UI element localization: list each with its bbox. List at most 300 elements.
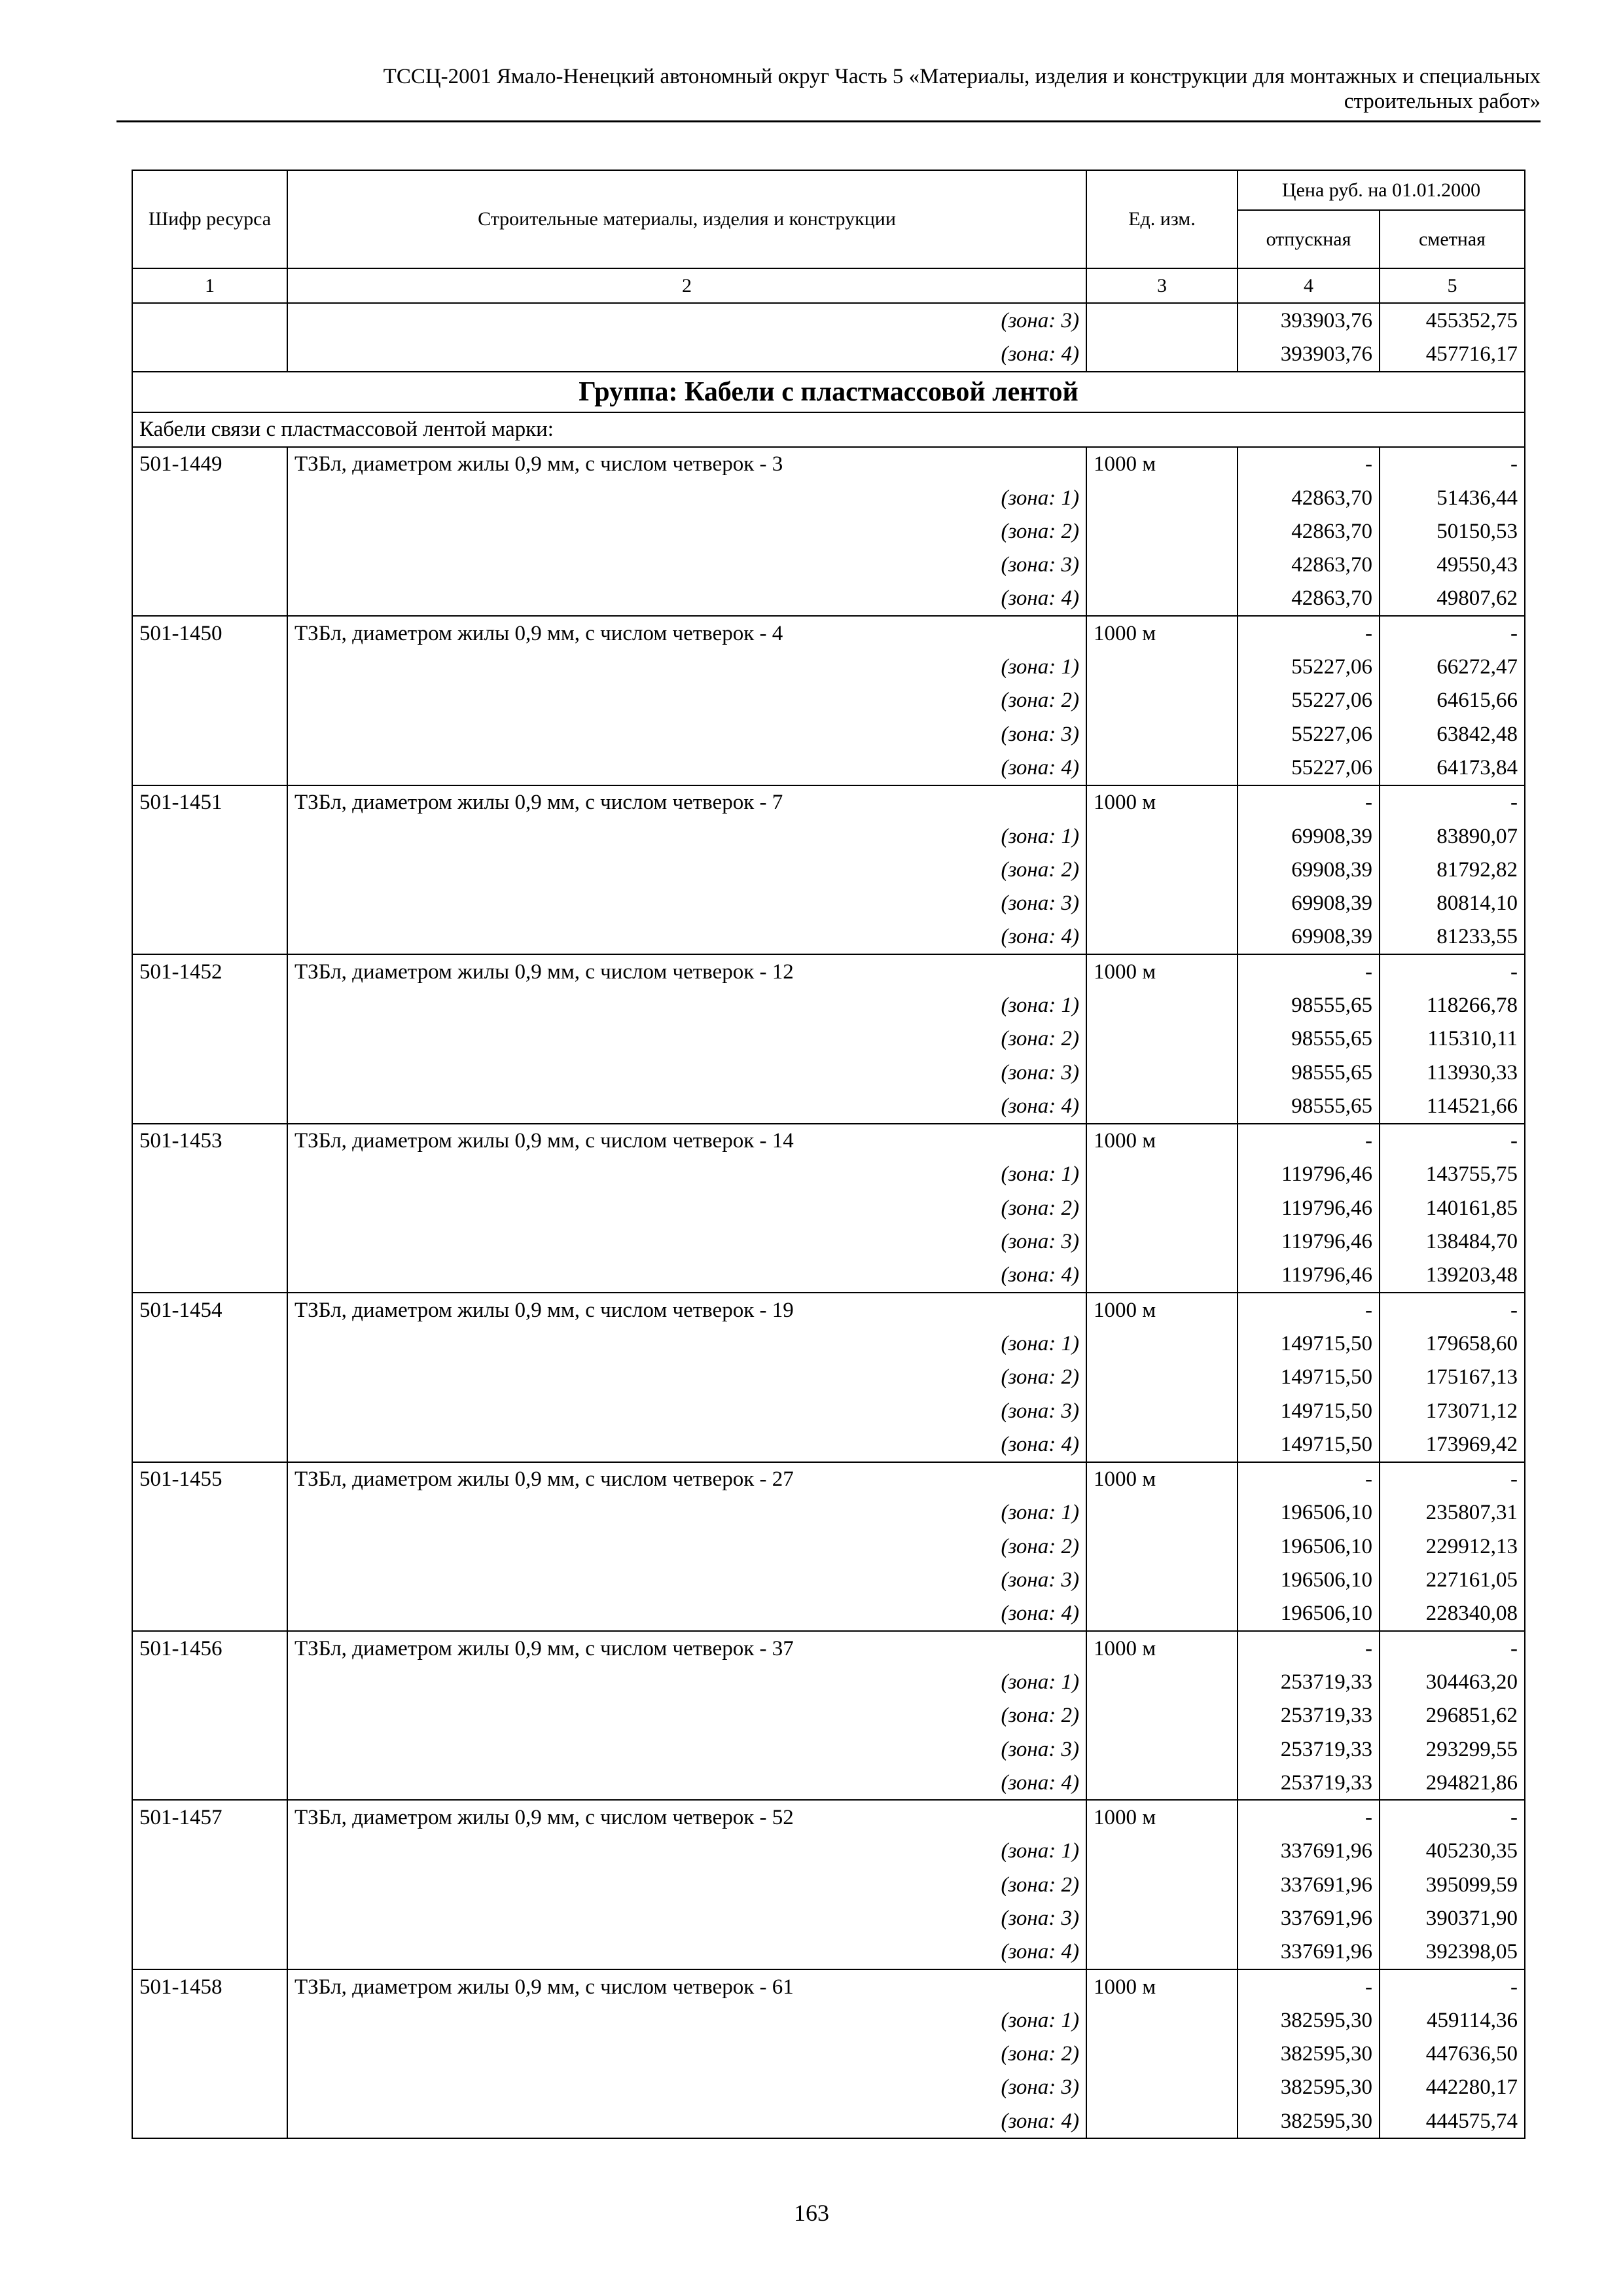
- release-price: 42863,70: [1238, 514, 1380, 548]
- estimate-price: 81233,55: [1380, 920, 1525, 954]
- zone-row: [132, 1394, 1525, 1427]
- estimate-price: 63842,48: [1380, 717, 1525, 751]
- zone-label: (зона: 2): [287, 1022, 1086, 1056]
- unit-cell: [1086, 1225, 1238, 1258]
- unit-cell: [1086, 1056, 1238, 1089]
- release-price: 337691,96: [1238, 1901, 1380, 1935]
- zone-label: (зона: 3): [287, 1732, 1086, 1766]
- zone-label: (зона: 4): [287, 1597, 1086, 1631]
- estimate-price: -: [1380, 616, 1525, 650]
- page-header: [116, 64, 1541, 114]
- column-number: 2: [287, 268, 1086, 303]
- resource-row: [132, 616, 1525, 650]
- zone-row: [132, 1089, 1525, 1123]
- resource-unit: 1000 м: [1086, 954, 1238, 988]
- resource-code: 501-1451: [132, 785, 287, 819]
- unit-cell: [1086, 2104, 1238, 2138]
- unit-cell: [1086, 481, 1238, 514]
- estimate-price: 114521,66: [1380, 1089, 1525, 1123]
- estimate-price: 140161,85: [1380, 1191, 1525, 1225]
- estimate-price: 228340,08: [1380, 1597, 1525, 1631]
- estimate-price: 173969,42: [1380, 1427, 1525, 1462]
- resource-row: [132, 1800, 1525, 1834]
- resource-name: ТЗБл, диаметром жилы 0,9 мм, с числом четверок - 7: [287, 785, 1086, 819]
- unit-cell: [1086, 1868, 1238, 1901]
- zone-row: [132, 1732, 1525, 1766]
- resource-name: ТЗБл, диаметром жилы 0,9 мм, с числом четверок - 61: [287, 1969, 1086, 2003]
- zone-label: (зона: 3): [287, 1563, 1086, 1596]
- zone-label: (зона: 3): [287, 303, 1086, 337]
- code-cell: [132, 514, 287, 548]
- resource-code: 501-1450: [132, 616, 287, 650]
- resource-row: [132, 1124, 1525, 1158]
- zone-row: [132, 1327, 1525, 1360]
- estimate-price: 390371,90: [1380, 1901, 1525, 1935]
- zone-label: (зона: 4): [287, 1427, 1086, 1462]
- release-price: 253719,33: [1238, 1665, 1380, 1698]
- zone-row: [132, 650, 1525, 683]
- estimate-price: 115310,11: [1380, 1022, 1525, 1056]
- release-price: 253719,33: [1238, 1699, 1380, 1732]
- resource-name: ТЗБл, диаметром жилы 0,9 мм, с числом четверок - 4: [287, 616, 1086, 650]
- zone-row: [132, 1530, 1525, 1563]
- code-cell: [132, 1935, 287, 1969]
- unit-cell: [1086, 1766, 1238, 1800]
- code-cell: [132, 1530, 287, 1563]
- release-price: 42863,70: [1238, 548, 1380, 581]
- zone-row: [132, 1597, 1525, 1631]
- release-price: 149715,50: [1238, 1427, 1380, 1462]
- release-price: -: [1238, 1800, 1380, 1834]
- zone-label: (зона: 1): [287, 819, 1086, 853]
- resource-row: [132, 1293, 1525, 1327]
- estimate-price: -: [1380, 785, 1525, 819]
- release-price: 69908,39: [1238, 920, 1380, 954]
- zone-row: [132, 1563, 1525, 1596]
- release-price: 55227,06: [1238, 717, 1380, 751]
- release-price: 382595,30: [1238, 2003, 1380, 2037]
- resource-row: [132, 1969, 1525, 2003]
- header-price: Цена руб. на 01.01.2000: [1238, 170, 1525, 210]
- unit-cell: [1086, 988, 1238, 1022]
- estimate-price: 444575,74: [1380, 2104, 1525, 2138]
- estimate-price: -: [1380, 1800, 1525, 1834]
- zone-row: [132, 1766, 1525, 1800]
- zone-label: (зона: 1): [287, 481, 1086, 514]
- unit-cell: [1086, 1427, 1238, 1462]
- zone-label: (зона: 1): [287, 650, 1086, 683]
- zone-row: [132, 1056, 1525, 1089]
- code-cell: [132, 1022, 287, 1056]
- unit-cell: [1086, 1935, 1238, 1969]
- release-price: -: [1238, 785, 1380, 819]
- estimate-price: 293299,55: [1380, 1732, 1525, 1766]
- release-price: 393903,76: [1238, 337, 1380, 371]
- estimate-price: 64173,84: [1380, 751, 1525, 785]
- estimate-price: 50150,53: [1380, 514, 1525, 548]
- resource-unit: 1000 м: [1086, 785, 1238, 819]
- resource-unit: 1000 м: [1086, 1293, 1238, 1327]
- zone-label: (зона: 1): [287, 1835, 1086, 1868]
- release-price: 149715,50: [1238, 1361, 1380, 1394]
- zone-label: (зона: 2): [287, 1530, 1086, 1563]
- unit-cell: [1086, 2003, 1238, 2037]
- release-price: -: [1238, 1631, 1380, 1665]
- code-cell: [132, 1361, 287, 1394]
- zone-row: [132, 337, 1525, 371]
- estimate-price: 80814,10: [1380, 886, 1525, 920]
- zone-label: (зона: 4): [287, 1766, 1086, 1800]
- unit-cell: [1086, 337, 1238, 371]
- estimate-price: -: [1380, 1124, 1525, 1158]
- header-line-1: ТССЦ-2001 Ямало-Ненецкий автономный округ Часть 5 «Материалы, изделия и конструкции для монтажных и специальных: [383, 65, 1541, 88]
- unit-cell: [1086, 1901, 1238, 1935]
- code-cell: [132, 1394, 287, 1427]
- release-price: 253719,33: [1238, 1766, 1380, 1800]
- resource-code: 501-1453: [132, 1124, 287, 1158]
- estimate-price: 442280,17: [1380, 2071, 1525, 2104]
- group-title: Группа: Кабели с пластмассовой лентой: [132, 372, 1525, 412]
- zone-label: (зона: 4): [287, 1935, 1086, 1969]
- resource-name: ТЗБл, диаметром жилы 0,9 мм, с числом четверок - 37: [287, 1631, 1086, 1665]
- estimate-price: 175167,13: [1380, 1361, 1525, 1394]
- estimate-price: 457716,17: [1380, 337, 1525, 371]
- zone-label: (зона: 4): [287, 920, 1086, 954]
- release-price: -: [1238, 1124, 1380, 1158]
- unit-cell: [1086, 751, 1238, 785]
- zone-label: (зона: 4): [287, 1089, 1086, 1123]
- release-price: 119796,46: [1238, 1225, 1380, 1258]
- release-price: 119796,46: [1238, 1158, 1380, 1191]
- code-cell: [132, 1766, 287, 1800]
- resource-row: [132, 785, 1525, 819]
- release-price: 69908,39: [1238, 819, 1380, 853]
- unit-cell: [1086, 684, 1238, 717]
- zone-row: [132, 548, 1525, 581]
- estimate-price: 459114,36: [1380, 2003, 1525, 2037]
- zone-row: [132, 1191, 1525, 1225]
- estimate-price: 455352,75: [1380, 303, 1525, 337]
- zone-label: (зона: 2): [287, 1361, 1086, 1394]
- column-number: 4: [1238, 268, 1380, 303]
- resource-code: 501-1457: [132, 1800, 287, 1834]
- code-cell: [132, 988, 287, 1022]
- unit-cell: [1086, 1158, 1238, 1191]
- release-price: -: [1238, 1462, 1380, 1496]
- release-price: -: [1238, 1969, 1380, 2003]
- unit-cell: [1086, 514, 1238, 548]
- zone-label: (зона: 1): [287, 988, 1086, 1022]
- zone-row: [132, 1699, 1525, 1732]
- estimate-price: 66272,47: [1380, 650, 1525, 683]
- zone-row: [132, 582, 1525, 616]
- code-cell: [132, 1259, 287, 1293]
- unit-cell: [1086, 1699, 1238, 1732]
- code-cell: [132, 1597, 287, 1631]
- unit-cell: [1086, 920, 1238, 954]
- code-cell: [132, 2104, 287, 2138]
- release-price: 149715,50: [1238, 1327, 1380, 1360]
- unit-cell: [1086, 1191, 1238, 1225]
- header-estimate: сметная: [1380, 210, 1525, 268]
- unit-cell: [1086, 1361, 1238, 1394]
- code-cell: [132, 1732, 287, 1766]
- resource-name: ТЗБл, диаметром жилы 0,9 мм, с числом четверок - 14: [287, 1124, 1086, 1158]
- code-cell: [132, 2003, 287, 2037]
- resource-code: 501-1452: [132, 954, 287, 988]
- release-price: 69908,39: [1238, 886, 1380, 920]
- unit-cell: [1086, 1394, 1238, 1427]
- code-cell: [132, 1835, 287, 1868]
- unit-cell: [1086, 1259, 1238, 1293]
- estimate-price: 83890,07: [1380, 819, 1525, 853]
- zone-label: (зона: 3): [287, 1901, 1086, 1935]
- zone-label: (зона: 1): [287, 1327, 1086, 1360]
- zone-row: [132, 988, 1525, 1022]
- unit-cell: [1086, 1530, 1238, 1563]
- release-price: 119796,46: [1238, 1259, 1380, 1293]
- code-cell: [132, 582, 287, 616]
- code-cell: [132, 1901, 287, 1935]
- zone-row: [132, 920, 1525, 954]
- unit-cell: [1086, 303, 1238, 337]
- estimate-price: 173071,12: [1380, 1394, 1525, 1427]
- header-code: Шифр ресурса: [132, 170, 287, 268]
- zone-label: (зона: 2): [287, 1699, 1086, 1732]
- header-release: отпускная: [1238, 210, 1380, 268]
- zone-label: (зона: 3): [287, 1394, 1086, 1427]
- code-cell: [132, 886, 287, 920]
- resource-name: ТЗБл, диаметром жилы 0,9 мм, с числом четверок - 52: [287, 1800, 1086, 1834]
- estimate-price: 49550,43: [1380, 548, 1525, 581]
- zone-label: (зона: 2): [287, 2037, 1086, 2071]
- code-cell: [132, 1563, 287, 1596]
- code-cell: [132, 1158, 287, 1191]
- zone-label: (зона: 4): [287, 2104, 1086, 2138]
- zone-row: [132, 1022, 1525, 1056]
- code-cell: [132, 2071, 287, 2104]
- zone-label: (зона: 3): [287, 2071, 1086, 2104]
- column-number: 5: [1380, 268, 1525, 303]
- code-cell: [132, 1327, 287, 1360]
- zone-label: (зона: 2): [287, 853, 1086, 886]
- header-unit: Ед. изм.: [1086, 170, 1238, 268]
- zone-row: [132, 514, 1525, 548]
- unit-cell: [1086, 650, 1238, 683]
- zone-row: [132, 1935, 1525, 1969]
- resource-code: 501-1455: [132, 1462, 287, 1496]
- page-number: 163: [794, 2200, 829, 2226]
- zone-label: (зона: 2): [287, 1191, 1086, 1225]
- code-cell: [132, 548, 287, 581]
- zone-label: (зона: 4): [287, 1259, 1086, 1293]
- zone-label: (зона: 1): [287, 2003, 1086, 2037]
- zone-row: [132, 751, 1525, 785]
- code-cell: [132, 853, 287, 886]
- unit-cell: [1086, 1665, 1238, 1698]
- zone-label: (зона: 1): [287, 1158, 1086, 1191]
- resource-unit: 1000 м: [1086, 1800, 1238, 1834]
- unit-cell: [1086, 886, 1238, 920]
- estimate-price: 447636,50: [1380, 2037, 1525, 2071]
- estimate-price: 392398,05: [1380, 1935, 1525, 1969]
- release-price: 382595,30: [1238, 2037, 1380, 2071]
- zone-row: [132, 2003, 1525, 2037]
- release-price: -: [1238, 954, 1380, 988]
- estimate-price: 49807,62: [1380, 582, 1525, 616]
- zone-row: [132, 1868, 1525, 1901]
- zone-row: [132, 2071, 1525, 2104]
- release-price: -: [1238, 1293, 1380, 1327]
- estimate-price: 179658,60: [1380, 1327, 1525, 1360]
- estimate-price: 143755,75: [1380, 1158, 1525, 1191]
- code-cell: [132, 1191, 287, 1225]
- resource-unit: 1000 м: [1086, 1124, 1238, 1158]
- release-price: -: [1238, 447, 1380, 481]
- resource-row: [132, 954, 1525, 988]
- release-price: 149715,50: [1238, 1394, 1380, 1427]
- release-price: 393903,76: [1238, 303, 1380, 337]
- resource-code: 501-1449: [132, 447, 287, 481]
- estimate-price: 395099,59: [1380, 1868, 1525, 1901]
- unit-cell: [1086, 853, 1238, 886]
- zone-row: [132, 1835, 1525, 1868]
- code-cell: [132, 481, 287, 514]
- zone-row: [132, 886, 1525, 920]
- release-price: 382595,30: [1238, 2104, 1380, 2138]
- column-number: 3: [1086, 268, 1238, 303]
- code-cell: [132, 1699, 287, 1732]
- zone-row: [132, 1427, 1525, 1462]
- zone-label: (зона: 4): [287, 582, 1086, 616]
- zone-row: [132, 853, 1525, 886]
- zone-row: [132, 1665, 1525, 1698]
- price-table: [132, 170, 1525, 2139]
- estimate-price: 304463,20: [1380, 1665, 1525, 1698]
- zone-label: (зона: 3): [287, 1225, 1086, 1258]
- zone-label: (зона: 1): [287, 1665, 1086, 1698]
- code-cell: [132, 1089, 287, 1123]
- zone-row: [132, 1158, 1525, 1191]
- code-cell: [132, 819, 287, 853]
- release-price: 337691,96: [1238, 1935, 1380, 1969]
- zone-label: (зона: 2): [287, 514, 1086, 548]
- resource-unit: 1000 м: [1086, 1631, 1238, 1665]
- unit-cell: [1086, 1022, 1238, 1056]
- unit-cell: [1086, 1835, 1238, 1868]
- zone-label: (зона: 3): [287, 548, 1086, 581]
- zone-row: [132, 2104, 1525, 2138]
- code-cell: [132, 920, 287, 954]
- code-cell: [132, 1868, 287, 1901]
- zone-label: (зона: 3): [287, 1056, 1086, 1089]
- resource-name: ТЗБл, диаметром жилы 0,9 мм, с числом четверок - 12: [287, 954, 1086, 988]
- resource-row: [132, 447, 1525, 481]
- estimate-price: -: [1380, 1462, 1525, 1496]
- zone-label: (зона: 3): [287, 886, 1086, 920]
- zone-row: [132, 2037, 1525, 2071]
- resource-unit: 1000 м: [1086, 1969, 1238, 2003]
- release-price: 196506,10: [1238, 1530, 1380, 1563]
- estimate-price: 138484,70: [1380, 1225, 1525, 1258]
- release-price: 55227,06: [1238, 650, 1380, 683]
- unit-cell: [1086, 1563, 1238, 1596]
- subheading: Кабели связи с пластмассовой лентой марки:: [132, 412, 1525, 447]
- unit-cell: [1086, 1496, 1238, 1530]
- release-price: 98555,65: [1238, 1022, 1380, 1056]
- release-price: -: [1238, 616, 1380, 650]
- release-price: 196506,10: [1238, 1563, 1380, 1596]
- code-cell: [132, 751, 287, 785]
- estimate-price: 405230,35: [1380, 1835, 1525, 1868]
- group-row: [132, 372, 1525, 412]
- code-cell: [132, 1665, 287, 1698]
- resource-row: [132, 1462, 1525, 1496]
- resource-unit: 1000 м: [1086, 616, 1238, 650]
- zone-label: (зона: 1): [287, 1496, 1086, 1530]
- unit-cell: [1086, 1732, 1238, 1766]
- zone-row: [132, 717, 1525, 751]
- unit-cell: [1086, 548, 1238, 581]
- resource-name: ТЗБл, диаметром жилы 0,9 мм, с числом четверок - 3: [287, 447, 1086, 481]
- release-price: 98555,65: [1238, 1089, 1380, 1123]
- estimate-price: 139203,48: [1380, 1259, 1525, 1293]
- estimate-price: 113930,33: [1380, 1056, 1525, 1089]
- resource-name: ТЗБл, диаметром жилы 0,9 мм, с числом четверок - 27: [287, 1462, 1086, 1496]
- release-price: 119796,46: [1238, 1191, 1380, 1225]
- code-cell: [132, 1427, 287, 1462]
- release-price: 69908,39: [1238, 853, 1380, 886]
- release-price: 42863,70: [1238, 481, 1380, 514]
- code-cell: [132, 1056, 287, 1089]
- code-cell: [132, 1225, 287, 1258]
- release-price: 382595,30: [1238, 2071, 1380, 2104]
- estimate-price: 235807,31: [1380, 1496, 1525, 1530]
- release-price: 196506,10: [1238, 1597, 1380, 1631]
- zone-row: [132, 1259, 1525, 1293]
- estimate-price: 81792,82: [1380, 853, 1525, 886]
- unit-cell: [1086, 717, 1238, 751]
- resource-row: [132, 1631, 1525, 1665]
- code-cell: [132, 684, 287, 717]
- zone-label: (зона: 2): [287, 1868, 1086, 1901]
- code-cell: [132, 303, 287, 337]
- table-body: [132, 170, 1525, 2138]
- unit-cell: [1086, 819, 1238, 853]
- release-price: 42863,70: [1238, 582, 1380, 616]
- resource-code: 501-1458: [132, 1969, 287, 2003]
- release-price: 55227,06: [1238, 684, 1380, 717]
- resource-unit: 1000 м: [1086, 1462, 1238, 1496]
- column-number: 1: [132, 268, 287, 303]
- estimate-price: 118266,78: [1380, 988, 1525, 1022]
- estimate-price: -: [1380, 447, 1525, 481]
- zone-row: [132, 481, 1525, 514]
- subheading-row: [132, 412, 1525, 447]
- estimate-price: -: [1380, 954, 1525, 988]
- release-price: 55227,06: [1238, 751, 1380, 785]
- zone-label: (зона: 2): [287, 684, 1086, 717]
- zone-row: [132, 1901, 1525, 1935]
- release-price: 337691,96: [1238, 1868, 1380, 1901]
- release-price: 98555,65: [1238, 988, 1380, 1022]
- estimate-price: 227161,05: [1380, 1563, 1525, 1596]
- estimate-price: -: [1380, 1969, 1525, 2003]
- code-cell: [132, 650, 287, 683]
- unit-cell: [1086, 2037, 1238, 2071]
- header-name: Строительные материалы, изделия и конструкции: [287, 170, 1086, 268]
- code-cell: [132, 717, 287, 751]
